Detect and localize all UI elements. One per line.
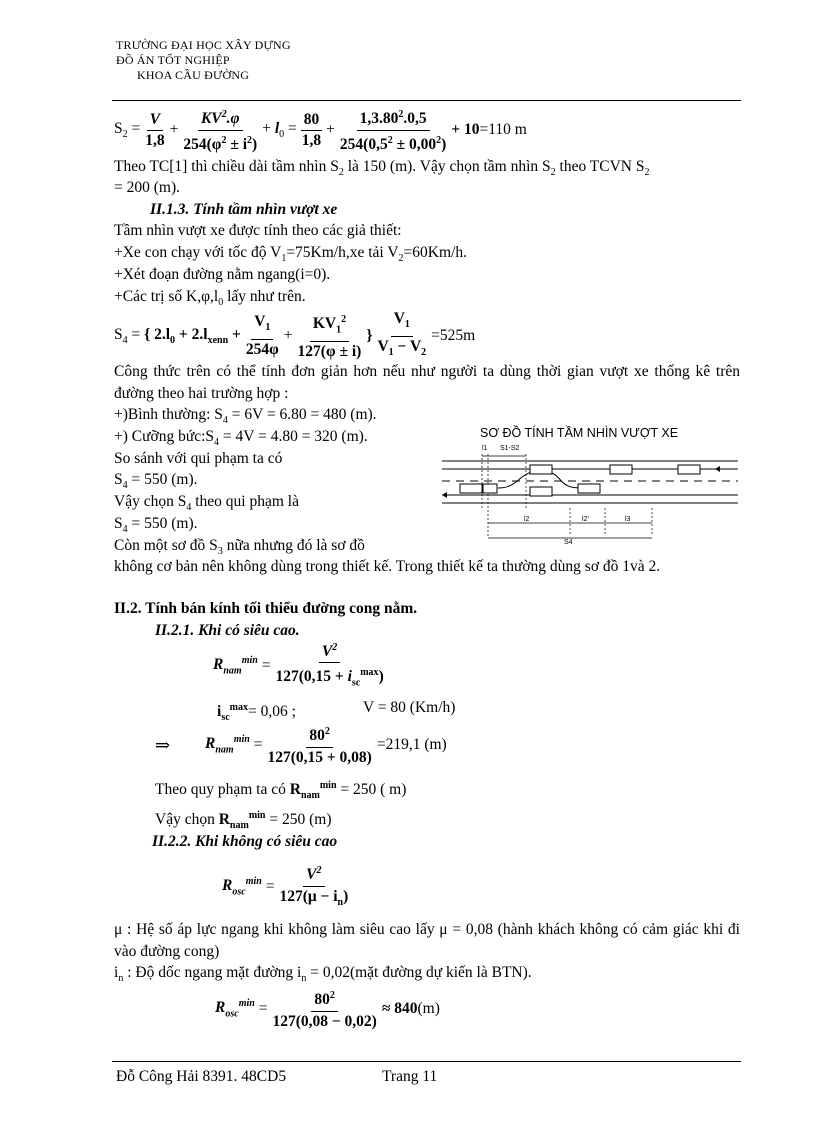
footer-page-number: Trang 11 xyxy=(382,1068,438,1085)
paragraph-mu: μ : Hệ số áp lực ngang khi không làm siêu cao lấy μ = 0,08 (hành khách không có cảm giác khi đi vào đường cong) xyxy=(114,921,740,960)
car-4 xyxy=(530,487,552,496)
paragraph-rule-250: Theo quy phạm ta có $R_{nam}^{min} = 250$ ( m) xyxy=(155,780,407,802)
diagram-label-s1s2: S1-S2 xyxy=(500,445,520,452)
paragraph-assumptions: Tầm nhìn vượt xe được tính theo các giả thiết: xyxy=(114,222,402,239)
implies-arrow: ⇒ xyxy=(155,735,171,755)
diagram-label-l2: l2 xyxy=(524,516,530,523)
paragraph-forced: +) Cưỡng $bức:S_4 = 4V = 4.80 = 320$ (m). xyxy=(114,428,368,449)
paragraph-s2-choice: Theo TC[1] thì chiều dài tầm nhìn $S_2$ là 150 (m). Vậy chọn tầm nhìn $S_2$ theo TCVN $S_2$ xyxy=(114,158,650,179)
rmin-formula-superelevation: $R_{nam}^{min}$ = $\frac{V^2}{127(0,15 + i_{sc}^{max})}$ xyxy=(213,643,389,689)
paragraph-s4-final: $S_4 = 550$ (m). xyxy=(114,515,198,536)
paragraph-compare: So sánh với qui phạm ta có xyxy=(114,450,283,467)
paragraph-coefficients: +Các trị số $K,\varphi,l_0$ lấy như trên. xyxy=(114,288,306,309)
heading-2-2-2: II.2.2. Khi không có siêu cao xyxy=(152,833,338,850)
paragraph-choose: Vậy chọn $S_4$ theo qui phạm là xyxy=(114,493,299,514)
isc-value: $i_{sc}^{max}= 0,06$ ; xyxy=(217,702,296,724)
paragraph-speeds: +Xe con chạy với tốc độ $V_1=75Km/h,xe$ tải $V_2=60Km/h$. xyxy=(114,244,467,265)
header-rule xyxy=(112,100,741,101)
paragraph-simplified: Công thức trên có thể tính đơn giản hơn nếu như người ta dùng thời gian vượt xe thống kê trên đường theo hai trường hợp : xyxy=(114,363,740,402)
diagram-label-l3: l3 xyxy=(625,516,631,523)
footer-author: Đỗ Công Hải 8391. 48CD5 xyxy=(116,1068,287,1085)
diagram-title: SƠ ĐỒ TÍNH TẦM NHÌN VƯỢT XE xyxy=(480,426,679,440)
diagram-label-s4: S4 xyxy=(564,539,573,546)
paragraph-schemes: không cơ bản nên không dùng trong thiết kế. Trong thiết kế ta thường dùng sơ đồ 1và 2. xyxy=(114,558,661,575)
car-1 xyxy=(460,484,482,493)
paragraph-flat-road: +Xét đoạn đường nằm ngang(i=0). xyxy=(114,266,331,283)
car-3 xyxy=(530,465,552,474)
speed-value: V = 80 (Km/h) xyxy=(363,699,456,716)
rmin-formula-no-superelevation: $R_{osc}^{min}$ = $\frac{V^2}{127(\mu - i_n)}$ xyxy=(222,864,353,910)
heading-2-2: II.2. Tính bán kính tối thiểu đường cong nằm. xyxy=(114,600,418,617)
paragraph-in: $i_n$ : Độ dốc ngang mặt đường $i_n$ = 0,02(mặt đường dự kiến là BTN). xyxy=(114,964,532,985)
header-university: TRƯỜNG ĐẠI HỌC XÂY DỰNG xyxy=(116,38,291,52)
car-5 xyxy=(578,484,600,493)
car-7 xyxy=(678,465,700,474)
footer-rule xyxy=(112,1061,741,1062)
paragraph-normal: +)Bình thường: $S_4 = 6V = 6.80 = 480$ (m). xyxy=(114,406,377,427)
diagram-label-l2-prime: l2' xyxy=(582,516,589,523)
overtaking-diagram xyxy=(440,426,740,548)
rmin-result-no-superelevation: $R_{osc}^{min}$ = $\frac{80^2}{127(0,08 - 0,02)}$ ≈ 840 (m) xyxy=(215,984,440,1034)
heading-2-2-1: II.2.1. Khi có siêu cao. xyxy=(155,622,300,639)
paragraph-choose-250: Vậy chọn $R_{nam}^{min} = 250$ (m) xyxy=(155,810,332,832)
paragraph-s4-rule: $S_4 = 550$ (m). xyxy=(114,471,198,492)
s4-equation: $S_4$ = { $2.l_0 + 2.l_{xenn}$ + $\frac{V_1}{254\varphi}$ + $\frac{KV_1^2}{127(\varphi \pm i)}$ } $\frac{V_1}{V_1 - V_2}$ =525m xyxy=(114,310,476,360)
header-faculty: KHOA CẦU ĐƯỜNG xyxy=(137,68,250,82)
car-6 xyxy=(610,465,632,474)
s2-equation: $S_2$ = $\frac{V}{1,8}$ + $\frac{KV^2.\varphi}{254(\varphi^2 \pm i^2)}$ + $l_0$ = $\frac{80}{1,8}$ + $\frac{1,3.80^2.0,5}{254(0,5^2 \pm 0,00^2)}$ + 10 =110 m xyxy=(114,107,527,153)
rmin-result-superelevation: $R_{nam}^{min}$ = $\frac{80^2}{127(0,15 + 0,08)}$ =219,1 (m) xyxy=(205,722,447,768)
paragraph-s3: Còn một sơ đồ $S_3$ nữa nhưng đó là sơ đồ xyxy=(114,537,365,558)
header-project: ĐỒ ÁN TỐT NGHIỆP xyxy=(116,53,230,67)
heading-2-1-3: II.1.3. Tính tầm nhìn vượt xe xyxy=(150,201,338,218)
car-2 xyxy=(483,484,497,493)
diagram-label-l1: l1 xyxy=(482,445,488,452)
paragraph-s2-value: = 200 (m). xyxy=(114,179,180,196)
